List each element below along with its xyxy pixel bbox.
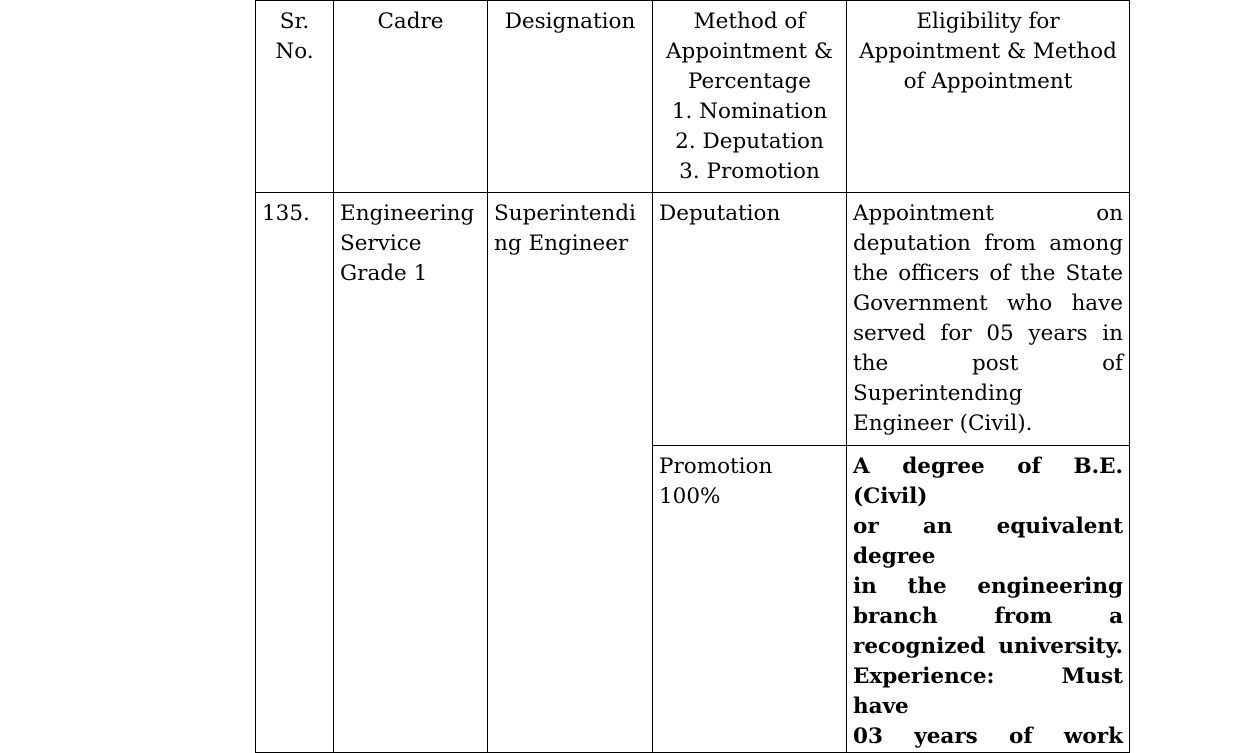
eligibility-line: Appointment on	[853, 201, 1123, 226]
header-designation: Designation	[488, 1, 653, 193]
eligibility-line: Superintending	[853, 381, 1023, 406]
recruitment-rules-table	[255, 0, 1130, 753]
header-method-option: 3. Promotion	[679, 159, 820, 184]
eligibility-line: or an equivalent degree	[853, 514, 1123, 569]
header-method	[653, 1, 847, 193]
header-sr-no: Sr. No.	[256, 1, 334, 193]
cell-method	[653, 446, 847, 753]
eligibility-line: in the engineering	[853, 574, 1123, 599]
header-cadre: Cadre	[334, 1, 488, 193]
header-method-option: 1. Nomination	[671, 99, 828, 124]
table-row	[256, 193, 1130, 446]
cell-sr-no: 135.	[256, 193, 334, 753]
eligibility-line: Engineer (Civil).	[853, 411, 1033, 436]
header-method-option: 2. Deputation	[675, 129, 824, 154]
eligibility-line: recognized university.	[853, 634, 1123, 659]
header-method-title: Method of Appointment & Percentage	[666, 9, 833, 94]
eligibility-line: the post of	[853, 351, 1123, 376]
cell-method: Deputation	[653, 193, 847, 446]
cell-designation: Superintending Engineer	[488, 193, 653, 753]
cell-eligibility	[847, 446, 1130, 753]
method-line: Promotion	[659, 454, 773, 479]
eligibility-line: Government who have	[853, 291, 1123, 316]
method-line: 100%	[659, 484, 721, 509]
eligibility-line: branch from a	[853, 604, 1123, 629]
eligibility-line: 03 years of work	[853, 724, 1123, 749]
eligibility-line: deputation from among	[853, 231, 1123, 256]
cell-eligibility	[847, 193, 1130, 446]
cell-cadre: Engineering Service Grade 1	[334, 193, 488, 753]
eligibility-line: Experience: Must have	[853, 664, 1123, 719]
table-header-row	[256, 1, 1130, 193]
eligibility-line: A degree of B.E. (Civil)	[853, 454, 1123, 509]
eligibility-line: the officers of the State	[853, 261, 1123, 286]
eligibility-line: served for 05 years in	[853, 321, 1123, 346]
header-eligibility: Eligibility for Appointment & Method of Appointment	[847, 1, 1130, 193]
